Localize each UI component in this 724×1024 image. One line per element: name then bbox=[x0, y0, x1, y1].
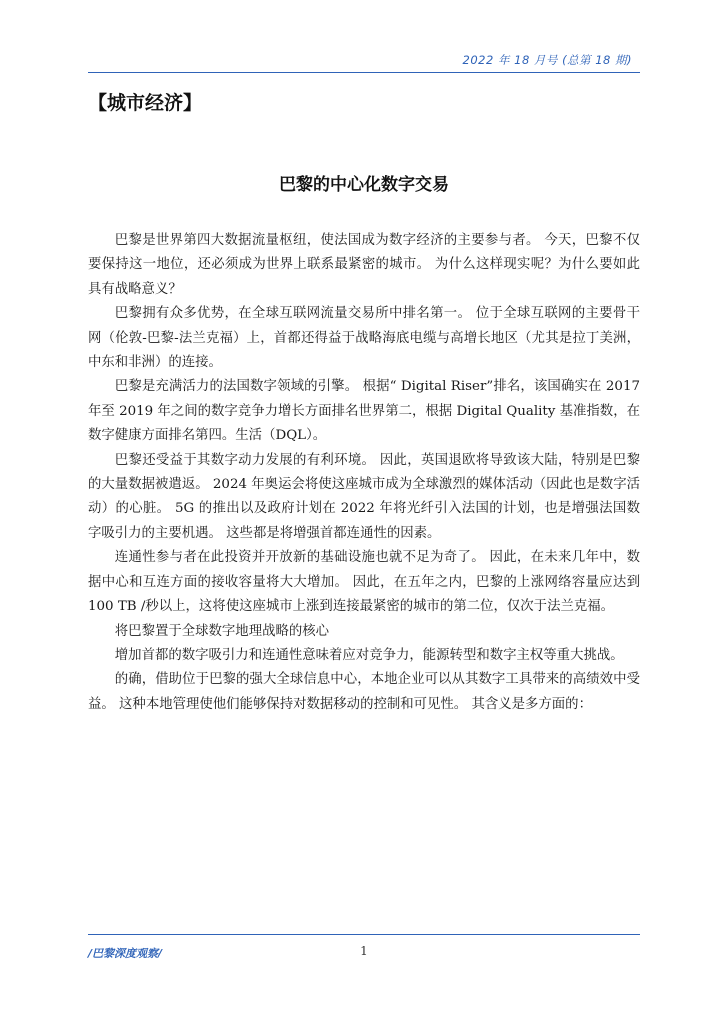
issue-header: 2022 年 18 月号 (总第 18 期) bbox=[462, 53, 632, 67]
paragraph-6-subheading: 将巴黎置于全球数字地理战略的核心 bbox=[114, 623, 330, 639]
footer-source: /巴黎深度观察/ bbox=[88, 947, 163, 960]
page-number: 1 bbox=[360, 944, 368, 958]
paragraph-3: 巴黎是充满活力的法国数字领域的引擎。 根据“ Digital Riser”排名，该国确实在 2017 年至 2019 年之间的数字竞争力增长方面排名世界第二，根据 Digital Quality 基准指数，在数字健康方面排名第四。生活（DQL）。 bbox=[88, 379, 640, 444]
paragraph-7: 增加首都的数字吸引力和连通性意味着应对竞争力，能源转型和数字主权等重大挑战。 bbox=[114, 647, 624, 663]
paragraph-8: 的确，借助位于巴黎的强大全球信息中心，本地企业可以从其数字工具带来的高绩效中受益。 这种本地管理使他们能够保持对数据移动的控制和可见性。 其含义是多方面的： bbox=[88, 672, 640, 712]
paragraph-5: 连通性参与者在此投资并开放新的基础设施也就不足为奇了。 因此，在未来几年中，数据中心和互连方面的接收容量将大大增加。 因此，在五年之内，巴黎的上涨网络容量应达到 100 TB /秒以上，这将使这座城市上涨到连接最紧密的城市的第二位，仅次于法兰克福。 bbox=[88, 550, 640, 615]
paragraph-2: 巴黎拥有众多优势，在全球互联网流量交易所中排名第一。 位于全球互联网的主要骨干网（伦敦-巴黎-法兰克福）上，首都还得益于战略海底电缆与高增长地区（尤其是拉丁美洲，中东和非洲）的连接。 bbox=[88, 306, 640, 371]
section-label: 【城市经济】 bbox=[88, 92, 203, 114]
paragraph-4: 巴黎还受益于其数字动力发展的有利环境。 因此，英国退欧将导致该大陆，特别是巴黎的大量数据被遣返。 2024 年奥运会将使这座城市成为全球激烈的媒体活动（因此也是数字活动）的心脏。 5G 的推出以及政府计划在 2022 年将光纤引入法国的计划，也是增强法国数字吸引力的主要机遇。 这些都是将增强首都连通性的因素。 bbox=[88, 452, 640, 541]
article-body bbox=[88, 229, 640, 717]
article-title: 巴黎的中心化数字交易 bbox=[279, 175, 449, 195]
footer-divider bbox=[88, 934, 640, 935]
header-divider bbox=[88, 72, 640, 73]
paragraph-1: 巴黎是世界第四大数据流量枢纽，使法国成为数字经济的主要参与者。 今天，巴黎不仅要保持这一地位，还必须成为世界上联系最紧密的城市。 为什么这样现实呢？为什么要如此具有战略意义？ bbox=[88, 233, 640, 297]
